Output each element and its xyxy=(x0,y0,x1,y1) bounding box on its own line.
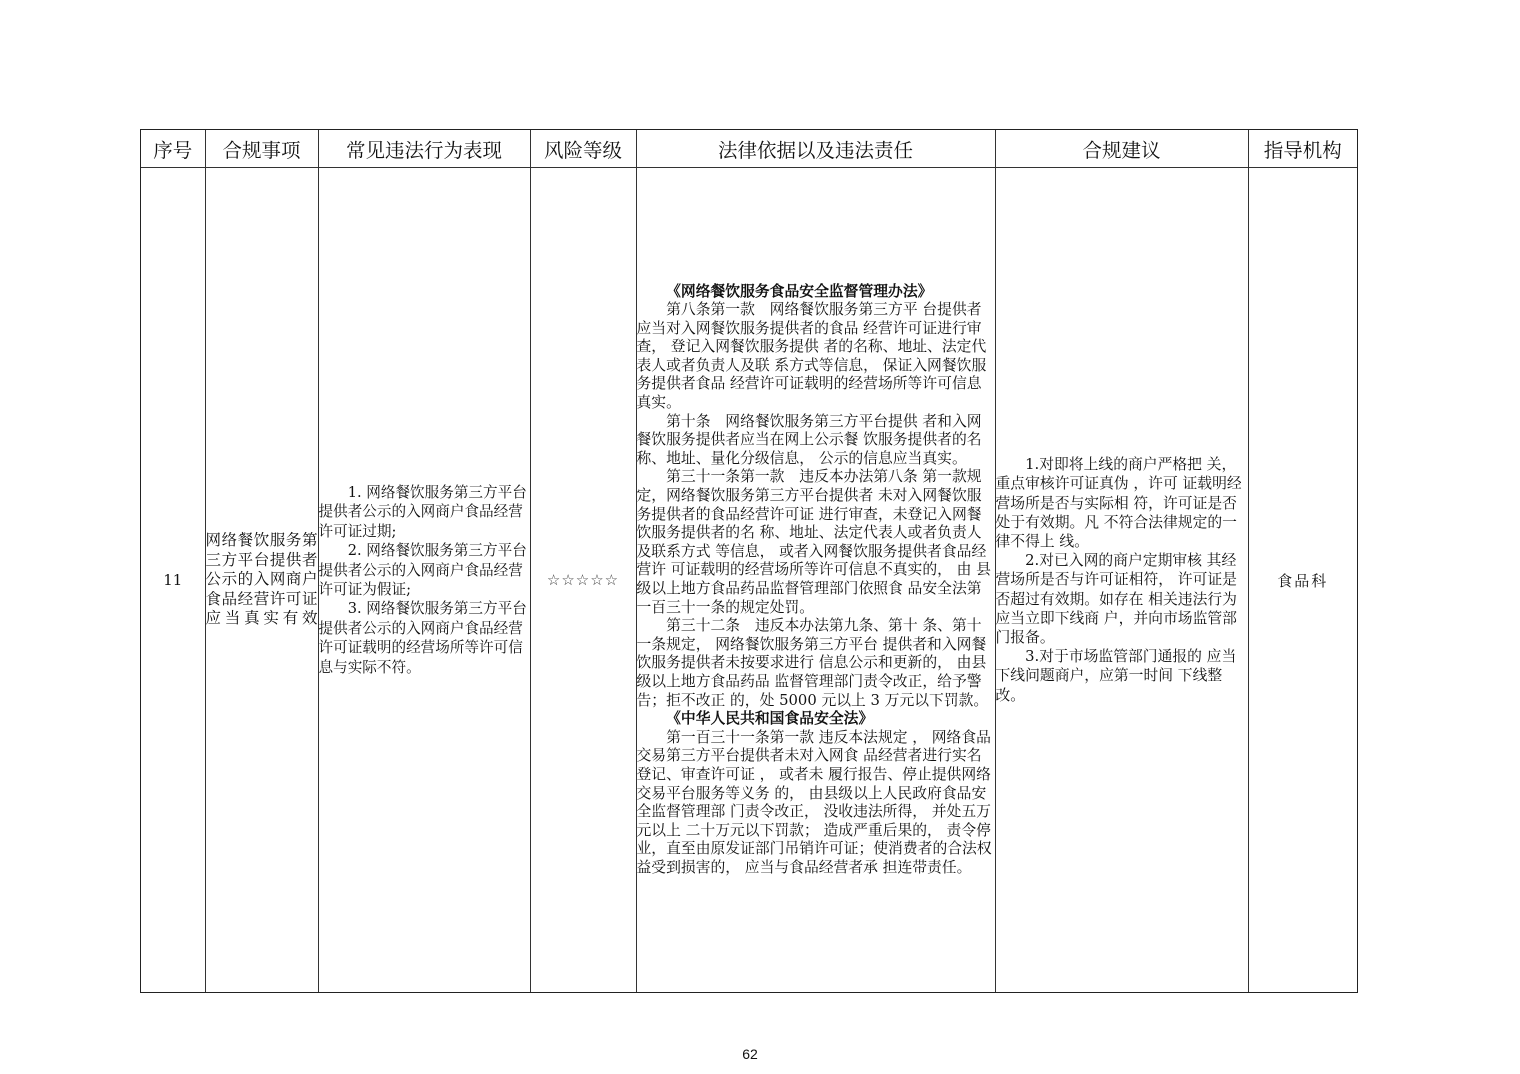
advice-item: 3.对于市场监管部门通报的 应当下线问题商户，应第一时间 下线整改。 xyxy=(995,648,1237,704)
law-article: 第一百三十一条第一款 违反本法规定 ， 网络食品交易第三方平台提供者未对入网食 品经营者进行实名登记、审查许可证 ， 或者未 履行报告、停止提供网络交易平台服务等义务 的， 由县级以上人民政府食品安全监督管理部 门责令改正， 没收违法所得， 并处五万元以上 二十万元以下罚款； 造成严重后果的， 责令停 业，直至由原发证部门吊销许可证；使消费者的合法权益受到损害的， 应当与食品经营者承 担连带责任。 xyxy=(636,728,992,876)
cell-compliance-advice xyxy=(995,168,1248,993)
header-row xyxy=(141,130,1357,168)
page-number: 62 xyxy=(742,1046,758,1062)
compliance-table-frame xyxy=(140,129,1358,993)
law-article: 第十条 网络餐饮服务第三方平台提供 者和入网餐饮服务提供者应当在网上公示餐 饮服务提供者的名称、地址、量化分级信息， 公示的信息应当真实。 xyxy=(636,412,982,467)
cell-compliance-item xyxy=(205,168,318,993)
law-article: 第八条第一款 网络餐饮服务第三方平 台提供者应当对入网餐饮服务提供者的食品 经营许可证进行审查， 登记入网餐饮服务提供 者的名称、地址、法定代表人或者负责人及联 系方式等信息， 保证入网餐饮服务提供者食品 经营许可证载明的经营场所等许可信息真实。 xyxy=(636,301,987,412)
behavior-item: 1. 网络餐饮服务第三方平台提供者公示的入网商户食品经营许可证过期; xyxy=(318,483,527,540)
law-article: 第三十一条第一款 违反本办法第八条 第一款规定，网络餐饮服务第三方平台提供者 未对入网餐饮服务提供者的食品经营许可证 进行审查，未登记入网餐饮服务提供者的名 称、地址、法定代表人或者负责人及联系方式 等信息， 或者入网餐饮服务提供者食品经营许 可证载明的经营场所等许可信息不真实的， 由 县级以上地方食品药品监督管理部门依照食 品安全法第一百三十一条的规定处罚。 xyxy=(636,468,991,616)
header-law: 法律依据以及违法责任 xyxy=(636,130,995,168)
behavior-item: 2. 网络餐饮服务第三方平台提供者公示的入网商户食品经营许可证为假证; xyxy=(318,542,527,598)
cell-no: 11 xyxy=(141,168,205,993)
law-title-online-catering: 《网络餐饮服务食品安全监督管理办法》 xyxy=(666,282,933,300)
advice-item: 2.对已入网的商户定期审核 其经营场所是否与许可证相符， 许可证是否超过有效期。如存在 相关违法行为应当立即下线商 户，并向市场监管部门报备。 xyxy=(995,552,1237,646)
header-advice: 合规建议 xyxy=(995,130,1248,168)
header-item: 合规事项 xyxy=(205,130,318,168)
cell-risk-level xyxy=(530,168,636,993)
advice-item: 1.对即将上线的商户严格把 关，重点审核许可证真伪 ，许可 证载明经营场所是否与实际相 符，许可证是否处于有效期。凡 不符合法律规定的一 律不得上 线。 xyxy=(995,456,1242,550)
cell-violation-behaviors xyxy=(318,168,530,993)
compliance-table xyxy=(141,130,1357,992)
law-title-food-safety: 《中华人民共和国食品安全法》 xyxy=(666,710,874,728)
header-no: 序号 xyxy=(141,130,205,168)
compliance-item-text: 网络餐饮服务第三方平台提供者公示的入网商户食品经营许可证应当真实有效 xyxy=(205,531,318,628)
risk-stars: ☆☆☆☆☆ xyxy=(546,571,620,589)
header-risk: 风险等级 xyxy=(530,130,636,168)
law-article: 第三十二条 违反本办法第九条、第十 条、第十一条规定， 网络餐饮服务第三方平台 提供者和入网餐饮服务提供者未按要求进行 信息公示和更新的， 由县级以上地方食品药品 监督管理部门责令改正，给予警告；拒不改正 的，处 5000 元以上 3 万元以下罚款。 xyxy=(636,617,989,709)
header-behavior: 常见违法行为表现 xyxy=(318,130,530,168)
behavior-item: 3. 网络餐饮服务第三方平台提供者公示的入网商户食品经营许可证载明的经营场所等许可信息与实际不符。 xyxy=(318,600,527,676)
header-org: 指导机构 xyxy=(1248,130,1357,168)
table-row xyxy=(141,168,1357,993)
cell-legal-basis xyxy=(636,168,995,993)
cell-guidance-org: 食品科 xyxy=(1248,168,1357,993)
